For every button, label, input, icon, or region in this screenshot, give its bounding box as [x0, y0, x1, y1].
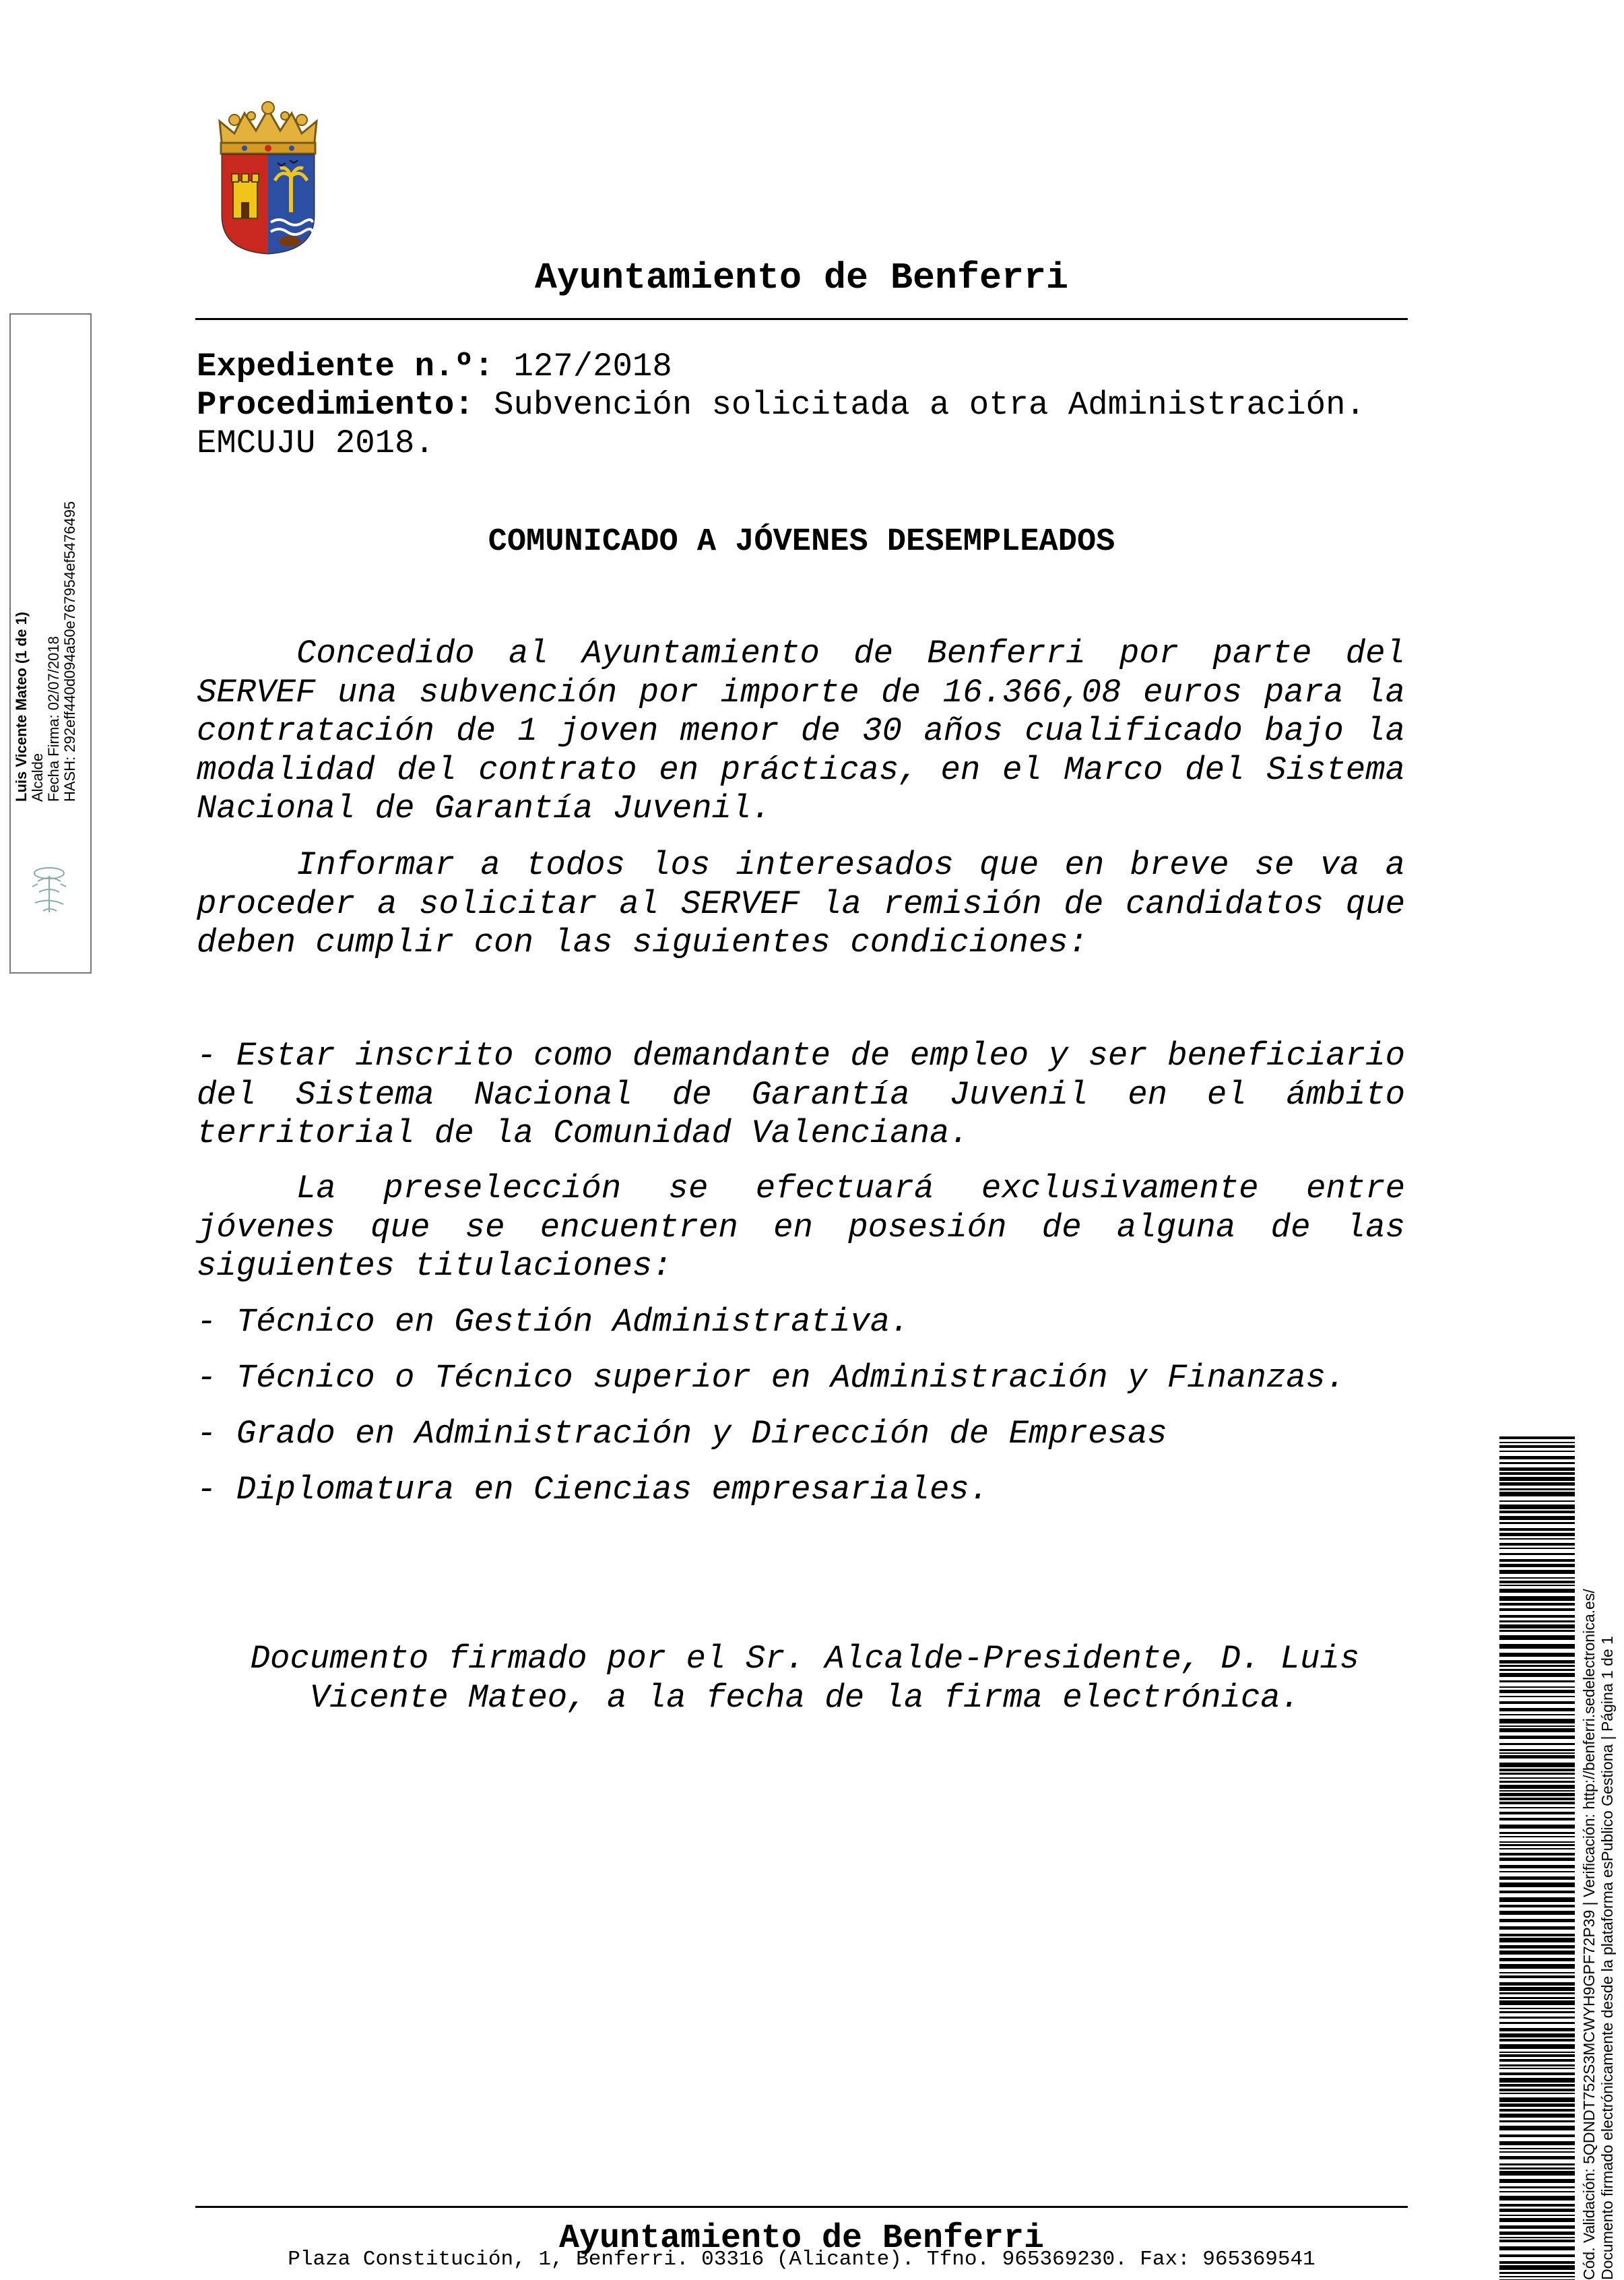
barcode-bar: [1499, 2103, 1575, 2107]
barcode-bar: [1499, 1802, 1575, 1804]
barcode-bar: [1499, 1673, 1575, 1677]
barcode-bar: [1499, 1836, 1575, 1837]
barcode-bar: [1499, 2276, 1575, 2277]
barcode-bar: [1499, 1938, 1575, 1942]
barcode-bar: [1499, 1543, 1575, 1546]
procedimiento-value: Subvención solicitada a otra Administración.: [474, 386, 1365, 424]
condition-item: - Estar inscrito como demandante de empleo y ser beneficiario del Sistema Nacional de Garantía Juvenil en el ámbito territorial de la Comunidad Valenciana.: [197, 1037, 1405, 1152]
barcode-bar: [1499, 1798, 1575, 1800]
barcode-bar: [1499, 1630, 1575, 1632]
barcode-bar: [1499, 2215, 1575, 2216]
barcode-bar: [1499, 2068, 1575, 2069]
barcode-bar: [1499, 1456, 1575, 1459]
validation-platform: Documento firmado electrónicamente desde la plataforma esPublico Gestiona | Página 1 de 1: [1598, 1636, 1616, 2280]
barcode-bar: [1499, 1972, 1575, 1973]
barcode-bar: [1499, 1559, 1575, 1562]
barcode-bar: [1499, 1853, 1575, 1856]
barcode-bar: [1499, 1781, 1575, 1783]
barcode-bar: [1499, 1876, 1575, 1880]
barcode-bar: [1499, 2134, 1575, 2137]
barcode-bar: [1499, 1570, 1575, 1574]
barcode-bar: [1499, 1736, 1575, 1739]
procedimiento-line: [197, 386, 1409, 424]
barcode-bar: [1499, 2028, 1575, 2031]
barcode-bar: [1499, 1553, 1575, 1555]
barcode-bar: [1499, 1538, 1575, 1540]
barcode-bar: [1499, 1790, 1575, 1792]
barcode-bar: [1499, 2064, 1575, 2066]
barcode-bar: [1499, 1522, 1575, 1524]
barcode-bar: [1499, 1858, 1575, 1861]
barcode-bar: [1499, 2265, 1575, 2270]
crown-icon: [220, 102, 317, 154]
barcode-bar: [1499, 1442, 1575, 1443]
barcode-bar: [1499, 1669, 1575, 1671]
barcode-bar: [1499, 1620, 1575, 1622]
barcode-bar: [1499, 2191, 1575, 2192]
expediente-label: Expediente n.º:: [197, 348, 494, 385]
barcode-bar: [1499, 2151, 1575, 2153]
barcode-bar: [1499, 1603, 1575, 1606]
barcode-bar: [1499, 1728, 1575, 1732]
expediente-line: [197, 348, 1409, 386]
barcode-bar: [1499, 1635, 1575, 1640]
barcode-bar: [1499, 2254, 1575, 2257]
barcode-bar: [1499, 2109, 1575, 2112]
barcode-bar: [1499, 1749, 1575, 1751]
signature-hash: HASH: 292eff440d094a50e767954ef5476495: [61, 501, 78, 802]
barcode-bar: [1499, 1445, 1575, 1448]
barcode-bar: [1499, 2148, 1575, 2149]
barcode-bar: [1499, 1777, 1575, 1779]
barcode-bar: [1499, 1581, 1575, 1583]
barcode-bar: [1499, 2196, 1575, 2200]
barcode-bar: [1499, 1926, 1575, 1930]
signature-details: [13, 398, 78, 802]
barcode-bar: [1499, 1987, 1575, 1991]
barcode-bar: [1499, 1548, 1575, 1549]
barcode-bar: [1499, 1743, 1575, 1745]
signer-role: Alcalde: [29, 753, 46, 802]
barcode-bar: [1499, 1505, 1575, 1509]
barcode-bar: [1499, 2072, 1575, 2075]
barcode-bar: [1499, 1763, 1575, 1767]
validation-info: [1580, 1431, 1617, 2280]
signer-name: Luis Vicente Mateo (1 de 1): [13, 611, 30, 802]
barcode-bar: [1499, 1844, 1575, 1846]
barcode-bar: [1499, 1934, 1575, 1936]
barcode-bar: [1499, 1752, 1575, 1754]
barcode-bar: [1499, 2039, 1575, 2041]
barcode-bar: [1499, 1500, 1575, 1502]
barcode-bar: [1499, 1725, 1575, 1727]
barcode-bar: [1499, 1511, 1575, 1513]
barcode-bar: [1499, 1897, 1575, 1902]
paragraph-preseleccion: La preselección se efectuará exclusivamente entre jóvenes que se encuentren en posesión de alguna de las siguientes titulaciones:: [197, 1170, 1405, 1285]
barcode-bar: [1499, 2204, 1575, 2207]
barcode-bar: [1499, 1589, 1575, 1593]
barcode-bar: [1499, 2167, 1575, 2170]
header-divider: [195, 318, 1408, 320]
barcode-bar: [1499, 2120, 1575, 2122]
barcode-bar: [1499, 1891, 1575, 1893]
barcode-bar: [1499, 1472, 1575, 1475]
footer-divider: [195, 2206, 1408, 2208]
signature-note: Documento firmado por el Sr. Alcalde-Presidente, D. Luis Vicente Mateo, a la fecha de la firma electrónica.: [250, 1640, 1360, 1717]
barcode-bar: [1499, 1482, 1575, 1486]
barcode-bar: [1499, 1436, 1575, 1439]
paragraph-concedido: Concedido al Ayuntamiento de Benferri por parte del SERVEF una subvención por importe de 16.366,08 euros para la contratación de 1 joven menor de 30 años cualificado bajo la modalidad del contrato en prácticas, en el Marco del Sistema Nacional de Garantía Juvenil.: [197, 635, 1405, 827]
barcode-bar: [1499, 2017, 1575, 2019]
barcode-bar: [1499, 2114, 1575, 2118]
barcode-bar: [1499, 2141, 1575, 2145]
barcode-bar: [1499, 2171, 1575, 2176]
barcode-bar: [1499, 1516, 1575, 1520]
titulacion-item: - Técnico o Técnico superior en Administración y Finanzas.: [197, 1359, 1346, 1397]
barcode-bar: [1499, 1660, 1575, 1664]
titulacion-item: - Grado en Administración y Dirección de Empresas: [197, 1415, 1167, 1453]
barcode-bar: [1499, 1624, 1575, 1628]
barcode-bar: [1499, 2246, 1575, 2250]
barcode-bar: [1499, 2084, 1575, 2087]
coat-of-arms-logo: [214, 101, 322, 256]
signature-date: Fecha Firma: 02/07/2018: [45, 636, 62, 802]
signature-stamp-icon: [26, 862, 73, 916]
procedimiento-continuation: EMCUJU 2018.: [197, 424, 434, 462]
barcode-bar: [1499, 2272, 1575, 2274]
barcode-bar: [1499, 1848, 1575, 1849]
comunicado-title: COMUNICADO A JÓVENES DESEMPLEADOS: [488, 524, 1115, 560]
barcode-bar: [1499, 2218, 1575, 2222]
barcode-bar: [1499, 2044, 1575, 2049]
barcode-bar: [1499, 2209, 1575, 2212]
barcode-bar: [1499, 1696, 1575, 1697]
barcode-bar: [1499, 1975, 1575, 1978]
barcode-bar: [1499, 1608, 1575, 1611]
barcode-bar: [1499, 1911, 1575, 1915]
barcode-bar: [1499, 1773, 1575, 1775]
barcode-bar: [1499, 2078, 1575, 2083]
barcode-bar: [1499, 1690, 1575, 1693]
barcode-bar: [1499, 1807, 1575, 1808]
barcode-bar: [1499, 1793, 1575, 1796]
barcode-bar: [1499, 2126, 1575, 2130]
barcode-bar: [1499, 2179, 1575, 2183]
barcode-bar: [1499, 2000, 1575, 2005]
barcode-bar: [1499, 1488, 1575, 1490]
shield-icon: [222, 155, 314, 253]
barcode-bar: [1499, 2093, 1575, 2094]
barcode-bar: [1499, 2089, 1575, 2091]
barcode-bar: [1499, 1951, 1575, 1955]
barcode-bar: [1499, 2261, 1575, 2264]
barcode-bar: [1499, 1644, 1575, 1649]
titulacion-item: - Técnico en Gestión Administrativa.: [197, 1303, 910, 1341]
barcode-bar: [1499, 1533, 1575, 1536]
barcode-bar: [1499, 1653, 1575, 1657]
barcode-bar: [1499, 1945, 1575, 1949]
barcode-bar: [1499, 1812, 1575, 1814]
barcode-bar: [1499, 2008, 1575, 2009]
barcode-bar: [1499, 1919, 1575, 1922]
barcode-bar: [1499, 1785, 1575, 1789]
barcode-bar: [1499, 2231, 1575, 2235]
barcode-bar: [1499, 1882, 1575, 1887]
barcode-bar: [1499, 2033, 1575, 2037]
barcode-bar: [1499, 1832, 1575, 1834]
barcode-bar: [1499, 1755, 1575, 1759]
barcode-bar: [1499, 1451, 1575, 1452]
barcode-bar: [1499, 2059, 1575, 2062]
barcode-bar: [1499, 2052, 1575, 2053]
barcode-bar: [1499, 1585, 1575, 1586]
barcode-bar: [1499, 2097, 1575, 2102]
barcode-bar: [1499, 1997, 1575, 1999]
titulacion-item: - Diplomatura en Ciencias empresariales.: [197, 1471, 989, 1509]
barcode-bar: [1499, 1818, 1575, 1820]
barcode-bar: [1499, 1825, 1575, 1829]
barcode-bar: [1499, 1462, 1575, 1464]
barcode-bar: [1499, 1686, 1575, 1688]
barcode-bar: [1499, 1992, 1575, 1994]
barcode-bar: [1499, 1905, 1575, 1907]
barcode-bar: [1499, 1964, 1575, 1969]
barcode-bar: [1499, 1528, 1575, 1531]
header-title: Ayuntamiento de Benferri: [534, 257, 1069, 299]
procedimiento-label: Procedimiento:: [197, 386, 474, 424]
barcode-bar: [1499, 1492, 1575, 1496]
barcode-bar: [1499, 1665, 1575, 1667]
barcode-bar: [1499, 1871, 1575, 1872]
barcode-bar: [1499, 2163, 1575, 2165]
barcode-bar: [1499, 1714, 1575, 1715]
barcode-bar: [1499, 1958, 1575, 1961]
barcode-bar: [1499, 1467, 1575, 1471]
barcode-bar: [1499, 1577, 1575, 1579]
barcode-bar: [1499, 1477, 1575, 1481]
barcode-bar: [1499, 2186, 1575, 2188]
barcode-bar: [1499, 2237, 1575, 2238]
paragraph-informar: Informar a todos los interesados que en breve se va a proceder a solicitar al SERVEF la remisión de candidatos que deben cumplir con las siguientes condiciones:: [197, 846, 1405, 961]
barcode-bar: [1499, 2156, 1575, 2159]
barcode-bar: [1499, 1615, 1575, 1618]
barcode-bar: [1499, 1701, 1575, 1704]
footer-address: Plaza Constitución, 1, Benferri. 03316 (Alicante). Tfno. 965369230. Fax: 965369541: [288, 2248, 1316, 2271]
expediente-value: 127/2018: [494, 348, 672, 385]
validation-code: Cód. Validación: 5QDNDT752S3MCWYH9GPF72P39 | Verificación: http://benferri.sedelectronica.es/: [1580, 1589, 1598, 2280]
barcode-bar: [1499, 1719, 1575, 1723]
barcode-bar: [1499, 1596, 1575, 1601]
barcode-bar: [1499, 1841, 1575, 1843]
barcode-bar: [1499, 2011, 1575, 2013]
barcode-icon: [1499, 1436, 1575, 2280]
barcode-bar: [1499, 2054, 1575, 2057]
footer-title: Ayuntamiento de Benferri: [558, 2219, 1045, 2258]
barcode-bar: [1499, 1769, 1575, 1771]
barcode-bar: [1499, 2225, 1575, 2229]
barcode-bar: [1499, 1680, 1575, 1682]
barcode-bar: [1499, 1564, 1575, 1567]
barcode-bar: [1499, 1708, 1575, 1711]
barcode-bar: [1499, 2240, 1575, 2242]
barcode-bar: [1499, 1982, 1575, 1986]
barcode-bar: [1499, 1865, 1575, 1868]
barcode-bar: [1499, 2022, 1575, 2024]
